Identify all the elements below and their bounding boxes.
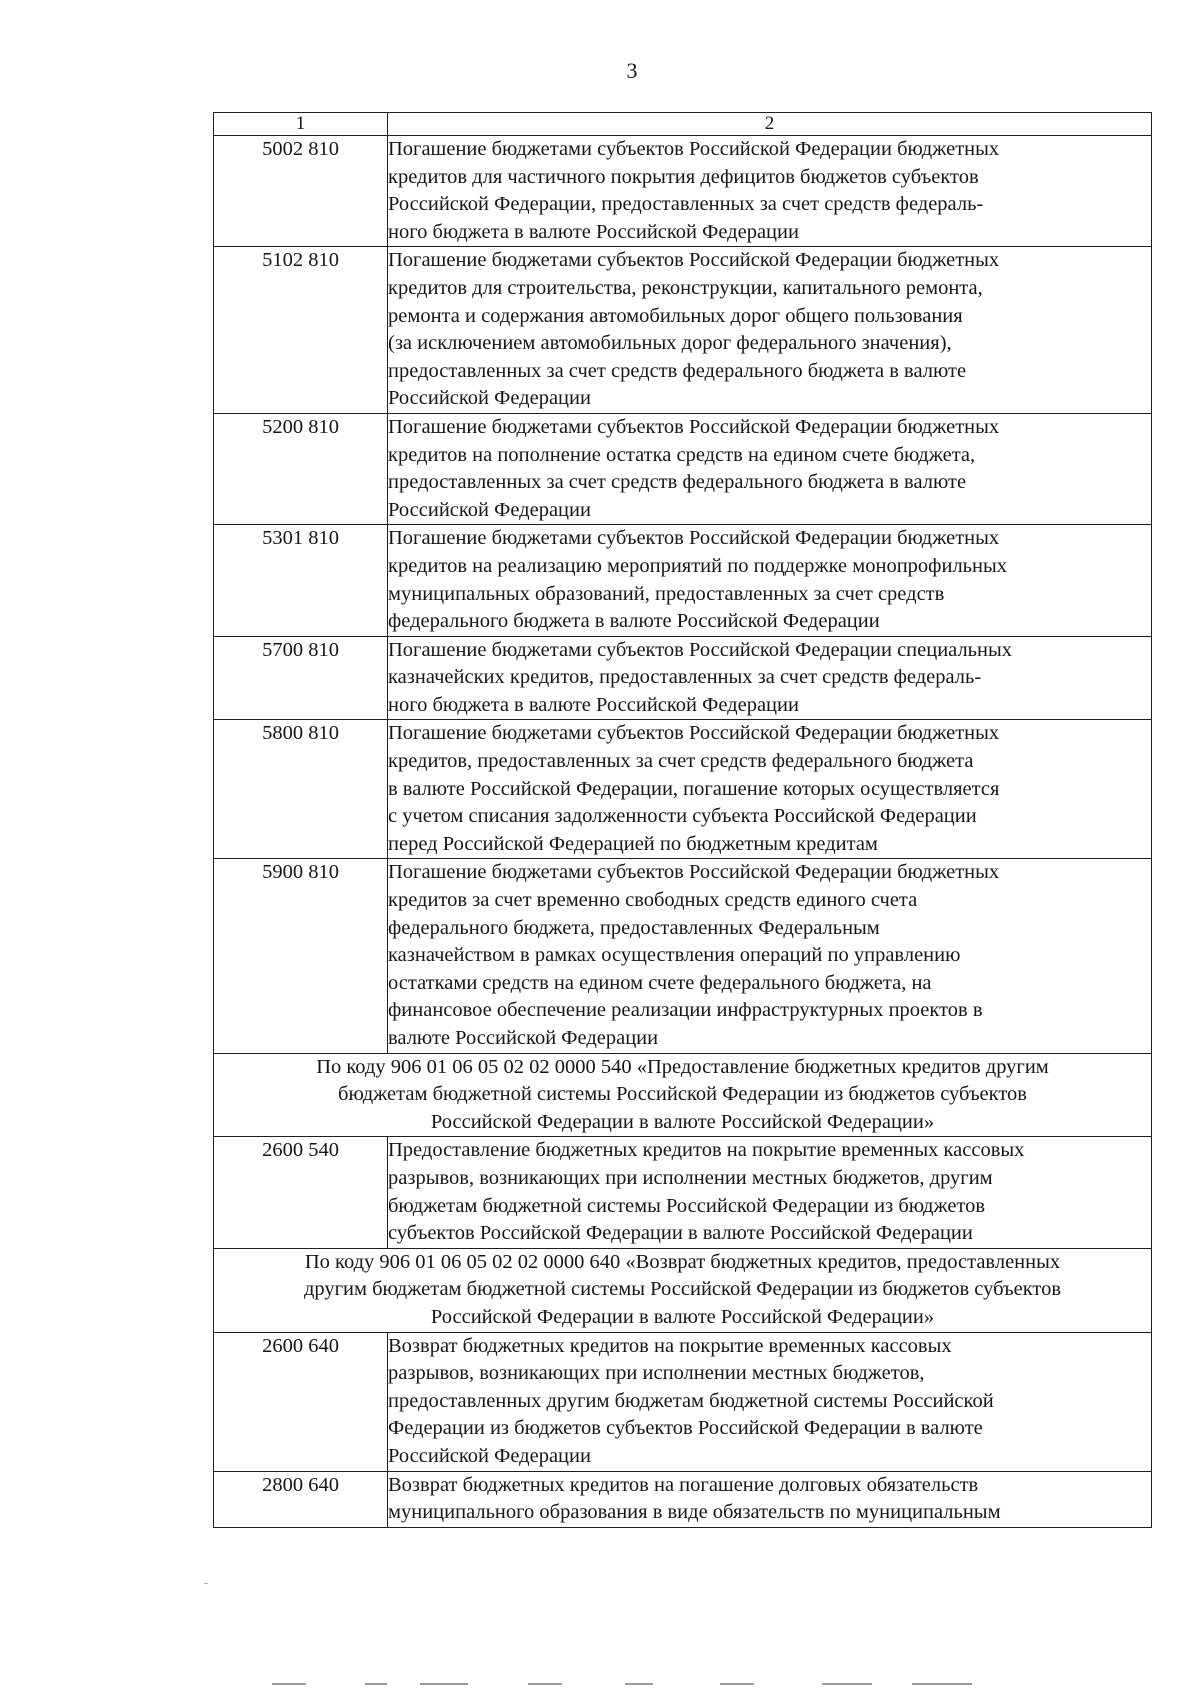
group-heading-line: бюджетам бюджетной системы Российской Федерации из бюджетов субъектов <box>338 1083 1027 1106</box>
description-line: кредитов на реализацию мероприятий по поддержке монопрофильных <box>388 554 1008 577</box>
group-heading-line: другим бюджетам бюджетной системы Российской Федерации из бюджетов субъектов <box>303 1278 1062 1301</box>
code-cell: 5002 810 <box>214 136 388 247</box>
description-line: с учетом списания задолженности субъекта Российской Федерации <box>388 805 977 828</box>
table-row <box>214 1137 1152 1248</box>
description-line: перед Российской Федерацией по бюджетным кредитам <box>388 832 878 855</box>
description-line: Возврат бюджетных кредитов на покрытие временных кассовых <box>388 1334 952 1357</box>
description-cell <box>388 720 1152 859</box>
description-line: разрывов, возникающих при исполнении местных бюджетов, <box>388 1362 925 1385</box>
scan-edge-mark <box>625 1683 653 1685</box>
code-cell: 2600 640 <box>214 1332 388 1471</box>
description-cell <box>388 1137 1152 1248</box>
group-heading <box>214 1053 1152 1137</box>
group-heading-row <box>214 1248 1152 1332</box>
description-line: ремонта и содержания автомобильных дорог общего пользования <box>388 304 963 327</box>
code-cell: 5102 810 <box>214 247 388 414</box>
description-line: ного бюджета в валюте Российской Федерации <box>388 693 799 716</box>
description-line: федерального бюджета, предоставленных Федеральным <box>388 916 880 939</box>
group-heading-line: Российской Федерации в валюте Российской Федерации» <box>430 1305 935 1328</box>
description-line: федерального бюджета в валюте Российской Федерации <box>388 610 880 633</box>
description-line: кредитов за счет временно свободных средств единого счета <box>388 889 918 912</box>
table-row <box>214 525 1152 636</box>
code-cell: 5301 810 <box>214 525 388 636</box>
description-line: казначейских кредитов, предоставленных за счет средств федераль- <box>388 666 982 689</box>
scan-edge-mark <box>365 1683 387 1685</box>
description-line: Российской Федерации <box>388 1444 591 1467</box>
code-cell: 2600 540 <box>214 1137 388 1248</box>
description-line: кредитов для строительства, реконструкции, капитального ремонта, <box>388 276 983 299</box>
description-line: ного бюджета в валюте Российской Федерации <box>388 220 799 243</box>
description-line: муниципальных образований, предоставленных за счет средств <box>388 582 945 605</box>
scan-edge-mark <box>272 1683 306 1685</box>
description-cell <box>388 1332 1152 1471</box>
description-line: бюджетам бюджетной системы Российской Федерации из бюджетов <box>388 1194 986 1217</box>
table-row <box>214 1471 1152 1527</box>
description-line: предоставленных за счет средств федерального бюджета в валюте <box>388 359 967 382</box>
table-body <box>214 113 1152 1528</box>
description-line: кредитов, предоставленных за счет средств федерального бюджета <box>388 750 974 773</box>
description-cell <box>388 136 1152 247</box>
description-cell <box>388 413 1152 524</box>
table-header-row <box>214 113 1152 136</box>
group-heading-line: Российской Федерации в валюте Российской Федерации» <box>430 1110 935 1133</box>
scan-edge-mark <box>912 1683 972 1685</box>
page-number: 3 <box>626 58 638 83</box>
group-heading <box>214 1248 1152 1332</box>
description-line: казначейством в рамках осуществления операций по управлению <box>388 944 961 967</box>
description-cell <box>388 525 1152 636</box>
table-row <box>214 1332 1152 1471</box>
description-line: предоставленных другим бюджетам бюджетной системы Российской <box>388 1389 994 1412</box>
budget-codes-table <box>213 112 1152 1528</box>
code-cell: 5900 810 <box>214 859 388 1053</box>
header-column-2: 2 <box>388 113 1152 136</box>
table-row <box>214 247 1152 414</box>
description-line: остатками средств на едином счете федерального бюджета, на <box>388 971 932 994</box>
description-line: Предоставление бюджетных кредитов на покрытие временных кассовых <box>388 1139 1025 1162</box>
scan-edge-mark <box>720 1683 754 1685</box>
description-cell <box>388 636 1152 720</box>
description-cell <box>388 247 1152 414</box>
description-line: Российской Федерации <box>388 387 591 410</box>
description-line: финансовое обеспечение реализации инфраструктурных проектов в <box>388 999 983 1022</box>
description-line: субъектов Российской Федерации в валюте Российской Федерации <box>388 1222 973 1245</box>
table-row <box>214 136 1152 247</box>
description-line: Федерации из бюджетов субъектов Российской Федерации в валюте <box>388 1417 983 1440</box>
table-row <box>214 413 1152 524</box>
description-cell <box>388 859 1152 1053</box>
code-cell: 5200 810 <box>214 413 388 524</box>
scan-edge-mark <box>420 1683 468 1685</box>
group-heading-row <box>214 1053 1152 1137</box>
description-line: в валюте Российской Федерации, погашение которых осуществляется <box>388 777 1000 800</box>
description-line: валюте Российской Федерации <box>388 1027 659 1049</box>
description-line: Российской Федерации, предоставленных за счет средств федераль- <box>388 193 984 216</box>
description-line: кредитов на пополнение остатка средств на едином счете бюджета, <box>388 443 976 466</box>
description-line: Погашение бюджетами субъектов Российской Федерации специальных <box>388 638 1013 661</box>
group-heading-line: По коду 906 01 06 05 02 02 0000 540 «Предоставление бюджетных кредитов другим <box>316 1055 1049 1078</box>
description-line: Погашение бюджетами субъектов Российской Федерации бюджетных <box>388 138 1000 160</box>
description-line: (за исключением автомобильных дорог федерального значения), <box>388 332 952 355</box>
scan-edge-mark <box>528 1683 562 1685</box>
scan-edge-mark <box>822 1683 872 1685</box>
description-line: Возврат бюджетных кредитов на погашение долговых обязательств <box>388 1473 979 1496</box>
description-line: кредитов для частичного покрытия дефицитов бюджетов субъектов <box>388 165 979 188</box>
table-row <box>214 720 1152 859</box>
table-row <box>214 636 1152 720</box>
description-line: муниципального образования в виде обязательств по муниципальным <box>388 1501 1001 1524</box>
description-line: Погашение бюджетами субъектов Российской Федерации бюджетных <box>388 861 1000 884</box>
description-line: предоставленных за счет средств федерального бюджета в валюте <box>388 471 967 494</box>
description-cell <box>388 1471 1152 1527</box>
code-cell: 5800 810 <box>214 720 388 859</box>
code-cell: 2800 640 <box>214 1471 388 1527</box>
scan-mark <box>204 1583 208 1584</box>
description-line: Погашение бюджетами субъектов Российской Федерации бюджетных <box>388 249 1000 272</box>
description-line: Погашение бюджетами субъектов Российской Федерации бюджетных <box>388 527 1000 550</box>
description-line: Погашение бюджетами субъектов Российской Федерации бюджетных <box>388 415 1000 438</box>
description-line: Погашение бюджетами субъектов Российской Федерации бюджетных <box>388 722 1000 745</box>
group-heading-line: По коду 906 01 06 05 02 02 0000 640 «Возврат бюджетных кредитов, предоставленных <box>304 1250 1061 1273</box>
description-line: разрывов, возникающих при исполнении местных бюджетов, другим <box>388 1166 993 1189</box>
table-row <box>214 859 1152 1053</box>
description-line: Российской Федерации <box>388 498 591 521</box>
code-cell: 5700 810 <box>214 636 388 720</box>
header-column-1: 1 <box>214 113 388 136</box>
